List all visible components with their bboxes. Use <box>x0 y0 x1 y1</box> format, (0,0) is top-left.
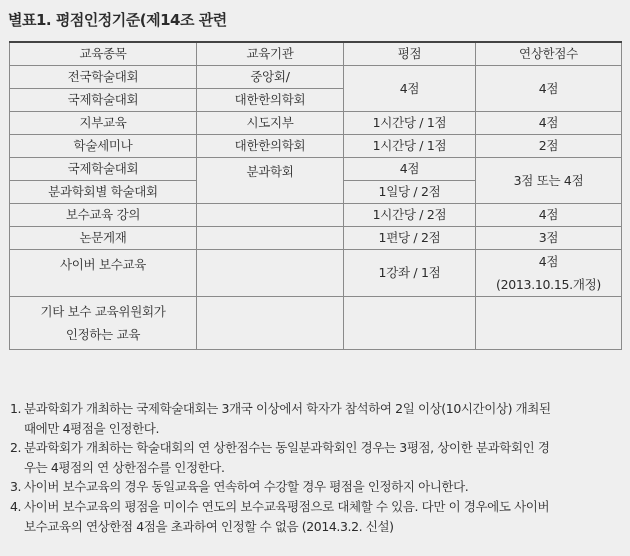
table-row <box>10 297 622 350</box>
cell-points: 4점 <box>344 158 476 181</box>
cell-points: 1시간당 / 1점 <box>344 112 476 135</box>
footnote-line: 우는 4평점의 연 상한점수를 인정한다. <box>24 459 225 475</box>
cell-points: 1시간당 / 2점 <box>344 204 476 227</box>
cell-education-type: 논문게재 <box>10 227 197 250</box>
cell-education-type: 전국학술대회 <box>10 66 197 89</box>
table-row <box>10 135 622 158</box>
footnote-4 <box>10 497 622 536</box>
cell-annual-max: 3점 <box>476 227 622 250</box>
cell-education-type: 보수교육 강의 <box>10 204 197 227</box>
cell-institution: 대한한의학회 <box>197 135 344 158</box>
footnote-text <box>24 438 622 477</box>
annual-max-value: 4점 <box>538 254 559 269</box>
cell-education-type <box>10 297 197 350</box>
cell-points: 1강좌 / 1점 <box>344 250 476 297</box>
footnote-line: 사이버 보수교육의 평점을 미이수 연도의 보수교육평점으로 대체할 수 있음. 다만 이 경우에도 사이버 <box>24 498 550 514</box>
header-annual-max: 연상한점수 <box>476 42 622 66</box>
footnote-line: 때에만 4평점을 인정한다. <box>24 420 160 436</box>
cell-annual-max: 4점 <box>476 66 622 112</box>
header-education-type: 교육종목 <box>10 42 197 66</box>
table-row <box>10 158 622 181</box>
cell-institution: 중앙회/ <box>197 66 344 89</box>
cell-points <box>344 297 476 350</box>
cell-education-type: 사이버 보수교육 <box>10 250 197 297</box>
footnote-line: 분과학회가 개최하는 국제학술대회는 3개국 이상에서 학자가 참석하여 2일 이상(10시간이상) 개최된 <box>24 401 551 416</box>
footnote-3 <box>10 477 622 497</box>
table-row <box>10 250 622 297</box>
footnote-text <box>24 477 622 497</box>
cell-annual-max <box>476 297 622 350</box>
table-row <box>10 227 622 250</box>
page-title: 별표1. 평점인정기준(제14조 관련 <box>8 11 227 29</box>
cell-annual-max: 4점 <box>476 112 622 135</box>
footnote-number: 4. <box>10 498 22 514</box>
footnote-text <box>24 399 622 438</box>
footnotes <box>10 399 622 536</box>
cell-institution <box>197 227 344 250</box>
cell-points: 4점 <box>344 66 476 112</box>
cell-education-type: 국제학술대회 <box>10 158 197 181</box>
education-type-line-1: 기타 보수 교육위원회가 <box>40 304 166 319</box>
cell-education-type: 학술세미나 <box>10 135 197 158</box>
footnote-text <box>24 497 622 536</box>
header-institution: 교육기관 <box>197 42 344 66</box>
cell-points: 1일당 / 2점 <box>344 181 476 204</box>
table-row <box>10 66 622 89</box>
cell-institution: 대한한의학회 <box>197 89 344 112</box>
footnote-line: 분과학회가 개최하는 학술대회의 연 상한점수는 동일분과학회인 경우는 3평점, 상이한 분과학회인 경 <box>24 440 550 456</box>
education-type-line-2: 인정하는 교육 <box>65 327 141 342</box>
footnote-number: 2. <box>10 440 22 456</box>
footnote-line: 보수교육의 연상한점 4점을 초과하여 인정할 수 없음 (2014.3.2. 신설) <box>24 518 394 534</box>
cell-institution <box>197 297 344 350</box>
cell-institution <box>197 250 344 297</box>
credit-standards-table <box>9 41 622 350</box>
header-points: 평점 <box>344 42 476 66</box>
footnote-line: 사이버 보수교육의 경우 동일교육을 연속하여 수강할 경우 평점을 인정하지 아니한다. <box>24 479 469 495</box>
cell-annual-max <box>476 250 622 297</box>
cell-annual-max: 4점 <box>476 204 622 227</box>
cell-education-type: 지부교육 <box>10 112 197 135</box>
revision-note: (2013.10.15.개정) <box>496 277 601 292</box>
cell-annual-max: 2점 <box>476 135 622 158</box>
cell-institution: 분과학회 <box>197 158 344 204</box>
cell-institution: 시도지부 <box>197 112 344 135</box>
cell-education-type: 국제학술대회 <box>10 89 197 112</box>
cell-education-type: 분과학회별 학술대회 <box>10 181 197 204</box>
footnote-2 <box>10 438 622 477</box>
table-row <box>10 204 622 227</box>
table-header-row <box>10 42 622 66</box>
cell-institution <box>197 204 344 227</box>
footnote-number: 1. <box>10 401 22 416</box>
cell-points: 1시간당 / 1점 <box>344 135 476 158</box>
cell-annual-max: 3점 또는 4점 <box>476 158 622 204</box>
table-row <box>10 112 622 135</box>
cell-points: 1편당 / 2점 <box>344 227 476 250</box>
footnote-number: 3. <box>10 479 22 495</box>
footnote-1 <box>10 399 622 438</box>
